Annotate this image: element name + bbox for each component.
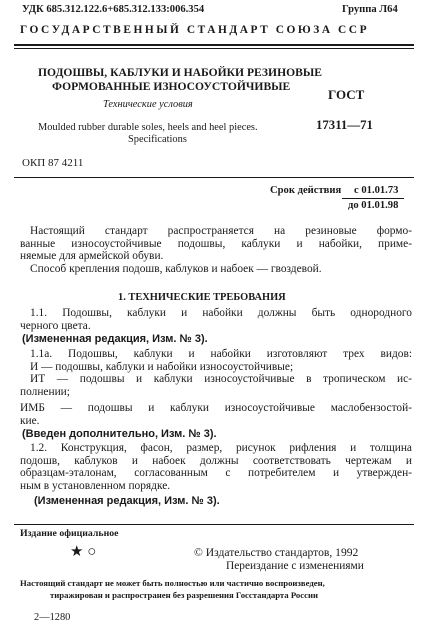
- clause-line: 1.1а. Подошвы, каблуки и набойки изготовляют трех видов:: [30, 348, 412, 360]
- clause-line: И — подошвы, каблуки и набойки износоустойчивые;: [30, 360, 294, 373]
- clause-line: 1.1. Подошвы, каблуки и набойки должны быть однородного: [30, 307, 412, 319]
- section-heading: 1. ТЕХНИЧЕСКИЕ ТРЕБОВАНИЯ: [118, 292, 286, 303]
- okp-rule: [14, 177, 414, 178]
- clause-line: образцам-эталонам, согласованным с потребителем и утвержден-: [20, 467, 412, 480]
- document-title-line2: ФОРМОВАННЫЕ ИЗНОСОУСТОЙЧИВЫЕ: [52, 80, 291, 93]
- footer-rule: [14, 524, 414, 525]
- document-title-line1: ПОДОШВЫ, КАБЛУКИ И НАБОЙКИ РЕЗИНОВЫЕ: [38, 66, 322, 79]
- amendment-note-2: (Введен дополнительно, Изм. № 3).: [22, 428, 217, 440]
- reproduction-notice-line2: тиражирован и распространен без разрешения Госстандарта России: [50, 590, 318, 600]
- intro-paragraph: [20, 225, 412, 263]
- intro-line: Настоящий стандарт распространяется на резиновые формо-: [30, 225, 412, 237]
- clause-1-1: [20, 307, 412, 332]
- clause-line: ИМБ — подошвы и каблуки износоустойчивые маслобензостой-: [20, 402, 412, 415]
- copyright-line: © Издательство стандартов, 1992: [194, 546, 359, 559]
- intro-line: ванные износоустойчивые подошвы, каблуки и набойки, приме-: [20, 237, 412, 250]
- org-title: ГОСУДАРСТВЕННЫЙ СТАНДАРТ СОЮЗА ССР: [20, 24, 370, 36]
- clause-line: полнении;: [20, 385, 70, 398]
- validity-label: Срок действия: [270, 185, 342, 196]
- fastening-method: Способ крепления подошв, каблуков и набоек — гвоздевой.: [30, 263, 322, 275]
- validity-from: с 01.01.73: [354, 185, 399, 196]
- group-code: Группа Л64: [342, 4, 398, 15]
- clause-1-1a: [20, 348, 412, 428]
- validity-to: до 01.01.98: [348, 200, 399, 211]
- clause-line: кие.: [20, 414, 40, 427]
- validity-rule: [342, 198, 404, 199]
- header-rule-bottom: [14, 48, 414, 49]
- official-edition: Издание официальное: [20, 528, 119, 539]
- clause-line: ным в установленном порядке.: [20, 479, 171, 492]
- okp-code: ОКП 87 4211: [22, 157, 84, 169]
- amendment-note-3: (Измененная редакция, Изм. № 3).: [34, 495, 220, 507]
- document-subtitle: Технические условия: [103, 99, 193, 110]
- reproduction-notice-line1: Настоящий стандарт не может быть полностью или частично воспроизведен,: [20, 578, 325, 588]
- clause-line: 1.2. Конструкция, фасон, размер, рисунок рифления и толщина: [30, 442, 412, 454]
- clause-line: ИТ — подошвы и каблуки износоустойчивые в тропическом ис-: [30, 373, 412, 386]
- udk-code: УДК 685.312.122.6+685.312.133:006.354: [22, 4, 205, 15]
- amendment-note-1: (Измененная редакция, Изм. № 3).: [22, 333, 208, 345]
- gost-label: ГОСТ: [328, 87, 365, 102]
- page-code: 2—1280: [34, 612, 71, 623]
- clause-line: подошв, каблуков и набоек должны соответствовать чертежам и: [20, 454, 412, 467]
- header-rule-top: [14, 44, 414, 46]
- clause-1-2: [20, 442, 412, 492]
- star-circle-marks: ★ ○: [70, 544, 97, 560]
- intro-line: няемые для армейской обуви.: [20, 250, 164, 263]
- english-title-line1: Moulded rubber durable soles, heels and heel pieces.: [38, 122, 258, 133]
- clause-line: черного цвета.: [20, 319, 91, 332]
- reprint-line: Переиздание с изменениями: [226, 560, 364, 572]
- gost-number: 17311—71: [316, 118, 373, 132]
- english-title-line2: Specifications: [128, 134, 187, 145]
